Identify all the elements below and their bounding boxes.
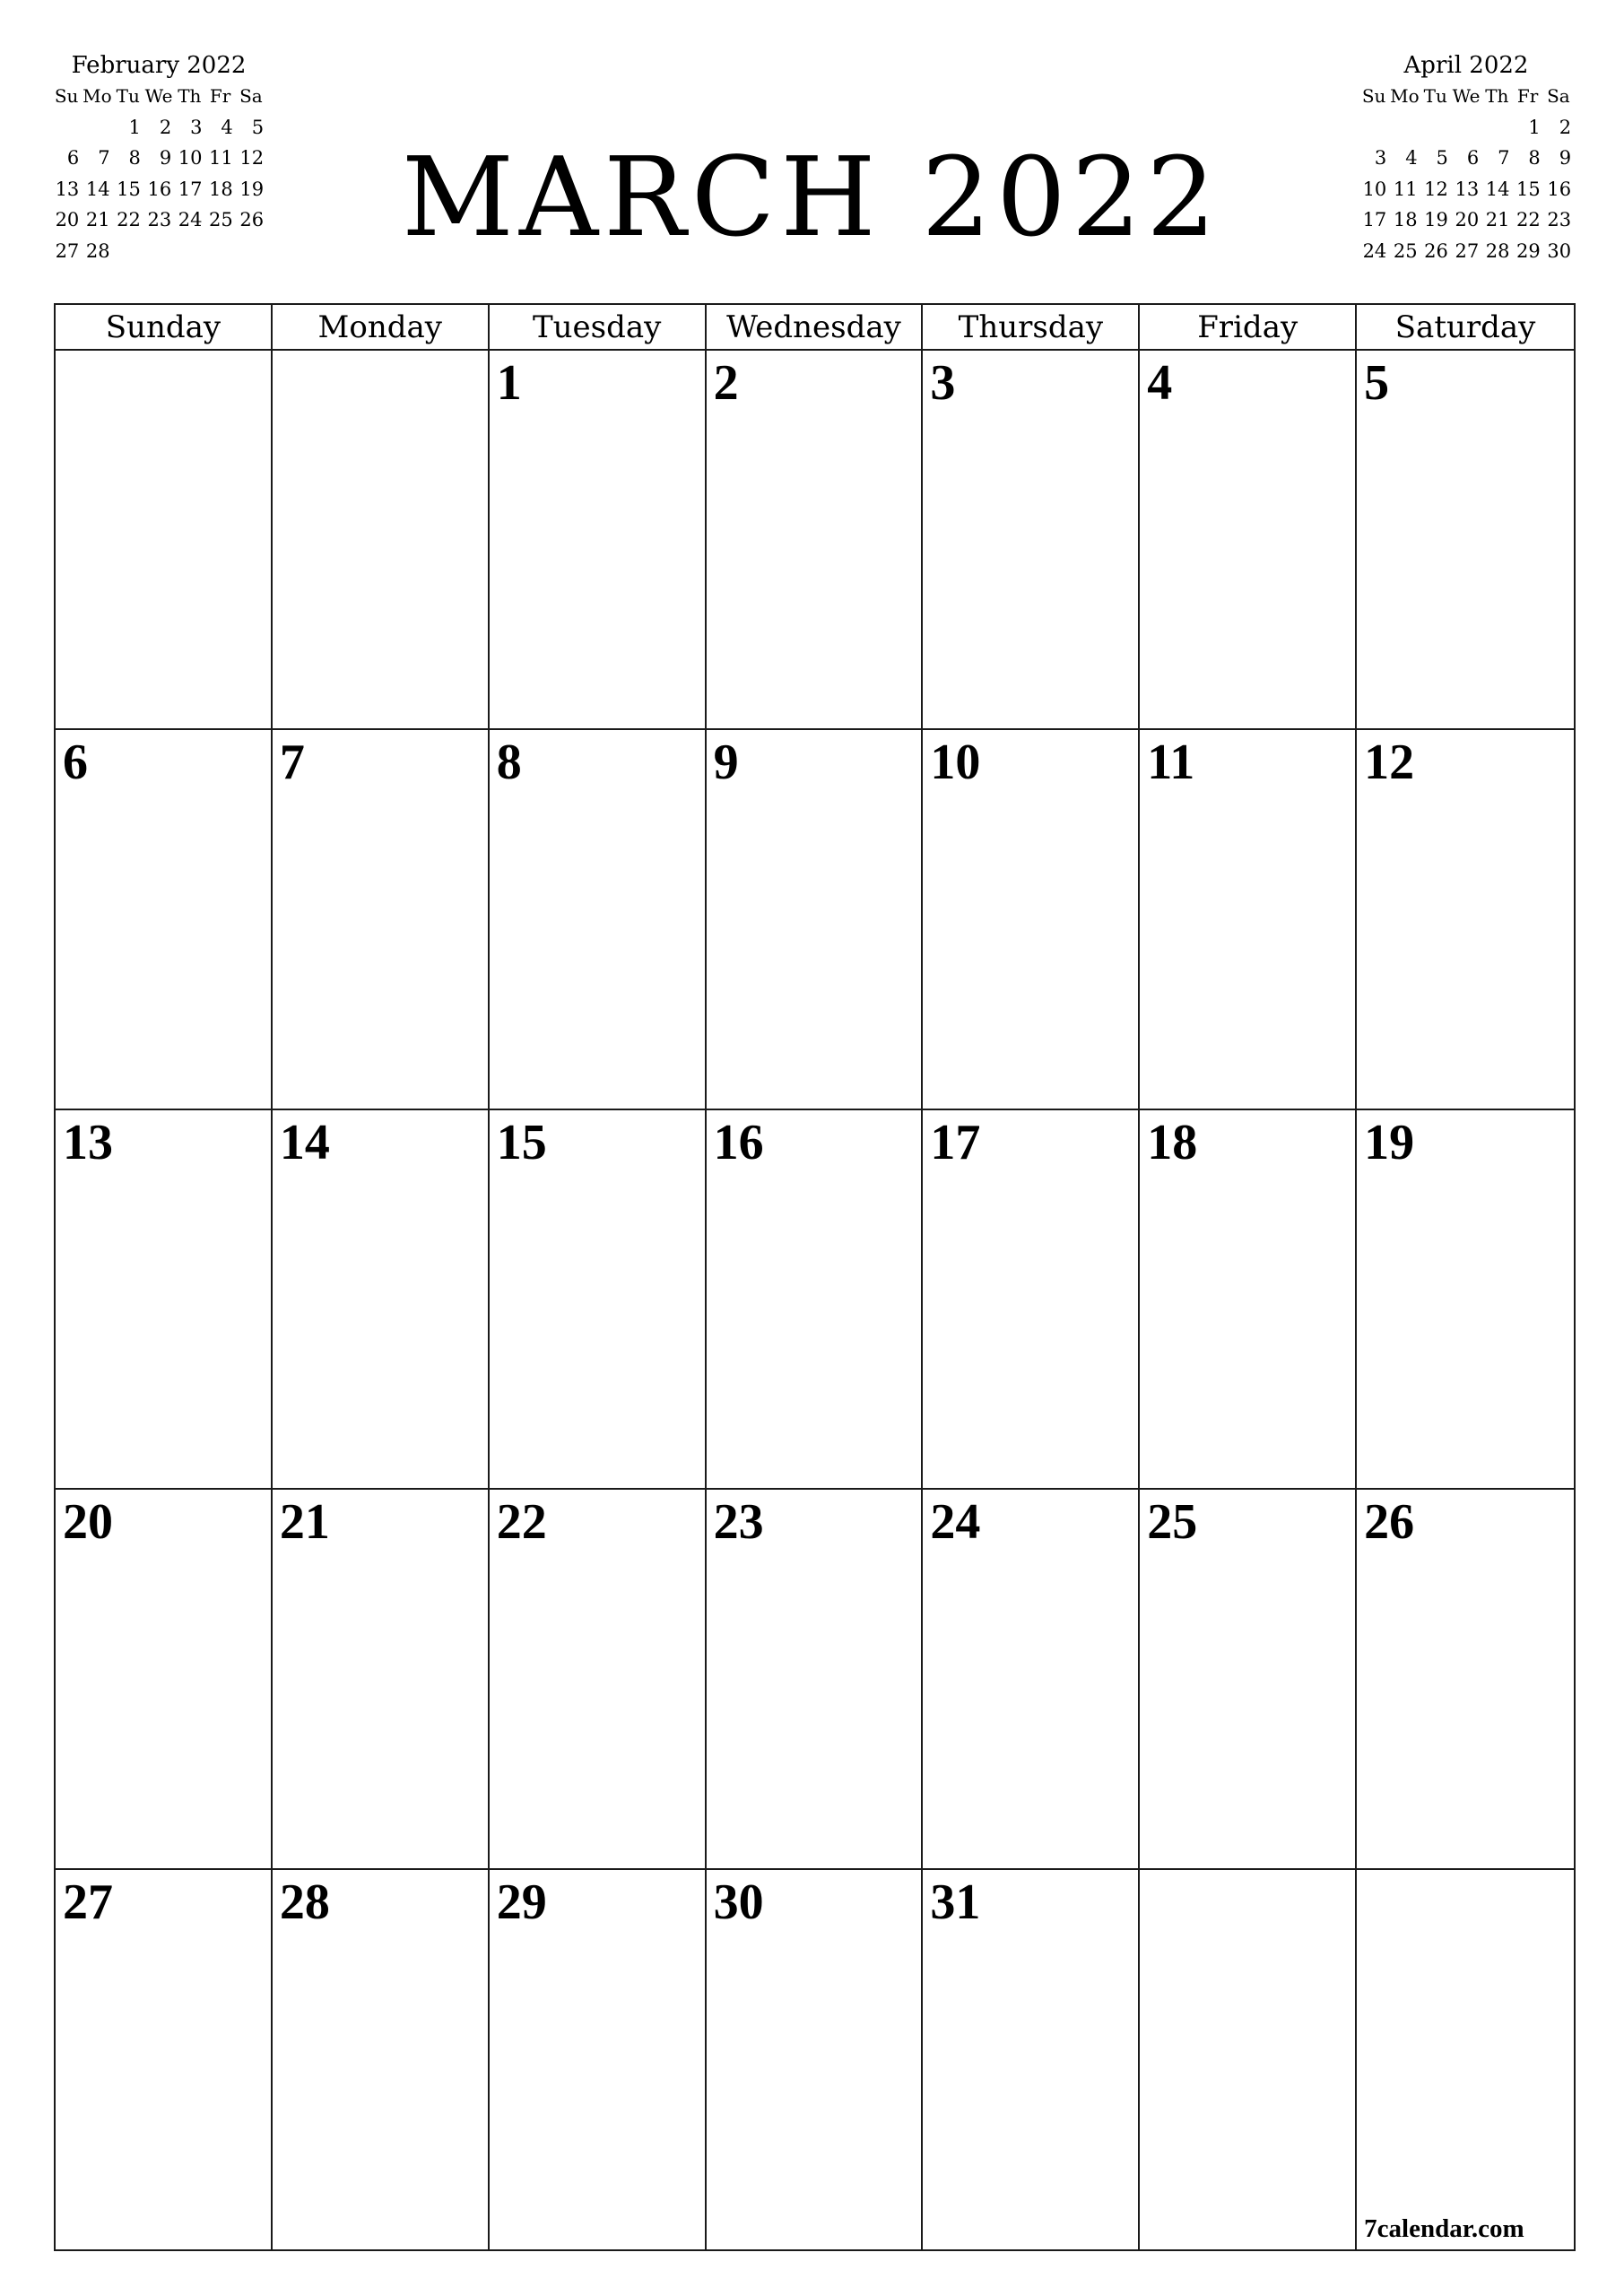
mini-day	[51, 112, 82, 144]
day-cell	[923, 1110, 1140, 1490]
mini-weekday-label: Su	[54, 85, 79, 107]
day-cell	[490, 1870, 707, 2249]
day-cell	[273, 730, 490, 1109]
day-cell	[923, 351, 1140, 730]
day-cell	[707, 1870, 924, 2249]
day-cell	[1140, 1870, 1357, 2249]
mini-weekday-label: Tu	[116, 85, 140, 107]
mini-day: 11	[1393, 178, 1418, 200]
mini-day: 27	[1455, 239, 1480, 262]
mini-day: 19	[1424, 209, 1448, 230]
mini-day: 17	[178, 178, 203, 200]
day-cell	[923, 1870, 1140, 2249]
day-number: 24	[930, 1494, 981, 1551]
mini-day: 8	[128, 147, 141, 169]
day-number: 18	[1147, 1114, 1198, 1170]
mini-day: 22	[117, 209, 141, 230]
mini-day	[1389, 112, 1420, 144]
mini-weekday-label: We	[1452, 85, 1481, 107]
day-cell	[490, 351, 707, 730]
day-cell	[923, 1490, 1140, 1869]
weekday-header: Friday	[1140, 305, 1357, 349]
day-number: 28	[279, 1874, 330, 1930]
mini-weekday-label: Mo	[83, 85, 112, 107]
mini-day: 23	[147, 209, 172, 230]
day-cell	[1357, 1870, 1574, 2249]
day-number: 26	[1364, 1494, 1415, 1551]
mini-weekday-label: We	[144, 85, 173, 107]
mini-day	[1359, 112, 1389, 144]
mini-day: 22	[1516, 209, 1541, 230]
day-cell	[490, 730, 707, 1109]
mini-day: 14	[85, 178, 110, 200]
day-number: 9	[713, 735, 739, 791]
mini-day	[113, 236, 143, 267]
day-number: 27	[63, 1874, 113, 1930]
mini-day: 3	[1374, 147, 1387, 169]
mini-day: 8	[1528, 147, 1541, 169]
weekday-header: Monday	[273, 305, 490, 349]
weekday-header-row	[56, 305, 1574, 351]
day-number: 8	[496, 735, 522, 791]
mini-weekday-label: Mo	[1390, 85, 1420, 107]
mini-weekday-label: Sa	[1547, 85, 1570, 107]
mini-day: 3	[190, 116, 203, 138]
day-number: 13	[63, 1114, 113, 1170]
day-number: 22	[496, 1494, 547, 1551]
mini-day: 15	[117, 178, 141, 200]
mini-day: 16	[147, 178, 172, 200]
mini-day: 30	[1547, 239, 1572, 262]
day-cell	[490, 1110, 707, 1490]
mini-day: 14	[1485, 178, 1510, 200]
day-number: 10	[930, 735, 981, 791]
mini-day: 15	[1516, 178, 1541, 200]
mini-day: 10	[1362, 178, 1387, 200]
mini-day	[236, 236, 266, 267]
mini-day: 4	[221, 116, 233, 138]
mini-day: 26	[1424, 239, 1448, 262]
mini-day: 27	[55, 239, 80, 262]
day-cell	[56, 1870, 273, 2249]
mini-day: 20	[55, 209, 80, 230]
day-cell	[490, 1490, 707, 1869]
day-cell	[1357, 1110, 1574, 1490]
mini-day: 25	[1393, 239, 1418, 262]
mini-day: 17	[1362, 209, 1387, 230]
day-number: 3	[930, 355, 956, 411]
day-cell	[1140, 1490, 1357, 1869]
month-grid	[54, 303, 1576, 2251]
day-cell	[273, 1870, 490, 2249]
mini-day	[1481, 112, 1512, 144]
weekday-header: Tuesday	[490, 305, 707, 349]
day-cell	[1357, 351, 1574, 730]
mini-weekday-label: Tu	[1423, 85, 1447, 107]
day-number: 25	[1147, 1494, 1198, 1551]
mini-day: 24	[178, 209, 203, 230]
mini-day: 25	[209, 209, 233, 230]
mini-weekday-label: Fr	[209, 85, 231, 107]
day-cells	[56, 351, 1574, 2249]
weekday-header: Sunday	[56, 305, 273, 349]
day-cell	[1357, 1490, 1574, 1869]
mini-day: 1	[1528, 116, 1541, 138]
day-cell	[273, 1110, 490, 1490]
mini-day: 9	[1559, 147, 1572, 169]
day-number: 11	[1147, 735, 1195, 791]
mini-calendar-grid	[1359, 81, 1574, 266]
mini-day: 28	[85, 239, 110, 262]
weekday-header: Saturday	[1394, 309, 1536, 345]
day-number: 31	[930, 1874, 981, 1930]
mini-day: 18	[209, 178, 233, 200]
day-number: 5	[1364, 355, 1390, 411]
day-number: 17	[930, 1114, 981, 1170]
mini-day: 21	[1485, 209, 1510, 230]
day-cell	[1140, 730, 1357, 1109]
mini-day: 23	[1547, 209, 1572, 230]
mini-day	[1451, 112, 1481, 144]
mini-day: 5	[1436, 147, 1448, 169]
day-number: 23	[713, 1494, 764, 1551]
weekday-header: Wednesday	[707, 305, 924, 349]
day-cell	[707, 1490, 924, 1869]
mini-calendar-title: February 2022	[71, 52, 247, 79]
day-number: 29	[496, 1874, 547, 1930]
mini-weekday-label: Su	[1361, 85, 1386, 107]
day-number: 6	[63, 735, 88, 791]
day-cell	[707, 351, 924, 730]
mini-day: 11	[209, 147, 233, 169]
mini-day: 29	[1516, 239, 1541, 262]
mini-day: 18	[1393, 209, 1418, 230]
mini-day: 12	[239, 147, 265, 169]
day-number: 7	[279, 735, 305, 791]
day-cell	[273, 351, 490, 730]
day-cell	[707, 1110, 924, 1490]
mini-weekday-label: Sa	[239, 85, 263, 107]
day-number: 20	[63, 1494, 113, 1551]
mini-day: 2	[159, 116, 172, 138]
mini-day: 28	[1485, 239, 1510, 262]
day-cell	[273, 1490, 490, 1869]
day-number: 15	[496, 1114, 547, 1170]
mini-day	[204, 236, 235, 267]
mini-weekday-label: Th	[178, 85, 202, 107]
weekday-header: Thursday	[923, 305, 1140, 349]
mini-calendar-grid	[51, 81, 266, 266]
mini-day: 26	[239, 209, 265, 230]
day-number: 2	[713, 355, 739, 411]
mini-day: 13	[1455, 178, 1480, 200]
day-cell	[1140, 351, 1357, 730]
mini-day: 21	[85, 209, 110, 230]
day-number: 19	[1364, 1114, 1415, 1170]
mini-weekday-label: Fr	[1516, 85, 1539, 107]
mini-day	[1420, 112, 1451, 144]
mini-day: 1	[128, 116, 141, 138]
mini-day: 13	[55, 178, 80, 200]
mini-day: 2	[1559, 116, 1572, 138]
mini-day: 19	[239, 178, 265, 200]
day-cell	[56, 1110, 273, 1490]
mini-day: 20	[1455, 209, 1480, 230]
day-cell	[1357, 730, 1574, 1109]
day-number: 1	[496, 355, 522, 411]
mini-day: 6	[66, 147, 80, 169]
mini-day: 7	[98, 147, 110, 169]
mini-calendar-april	[1359, 50, 1574, 266]
mini-day	[174, 236, 204, 267]
mini-weekday-label: Th	[1485, 85, 1509, 107]
day-number: 16	[713, 1114, 764, 1170]
page-title: MARCH 2022	[402, 134, 1221, 261]
day-cell	[56, 730, 273, 1109]
mini-day: 4	[1405, 147, 1418, 169]
day-cell	[56, 1490, 273, 1869]
day-number: 12	[1364, 735, 1415, 791]
footer-brand: 7calendar.com	[1364, 2213, 1524, 2243]
mini-day: 12	[1424, 178, 1448, 200]
mini-calendar-title: April 2022	[1403, 52, 1529, 79]
mini-day	[82, 112, 112, 144]
day-cell	[923, 730, 1140, 1109]
mini-day: 10	[178, 147, 203, 169]
mini-calendar-february	[51, 50, 266, 266]
day-number: 30	[713, 1874, 764, 1930]
mini-day: 5	[251, 116, 265, 138]
mini-day: 6	[1466, 147, 1480, 169]
day-number: 14	[279, 1114, 330, 1170]
day-cell	[56, 351, 273, 730]
day-number: 21	[279, 1494, 330, 1551]
day-cell	[707, 730, 924, 1109]
mini-day: 24	[1362, 239, 1387, 262]
mini-day: 16	[1547, 178, 1572, 200]
mini-day	[143, 236, 174, 267]
mini-day: 9	[159, 147, 172, 169]
mini-day: 7	[1498, 147, 1510, 169]
day-number: 4	[1147, 355, 1173, 411]
day-cell	[1140, 1110, 1357, 1490]
